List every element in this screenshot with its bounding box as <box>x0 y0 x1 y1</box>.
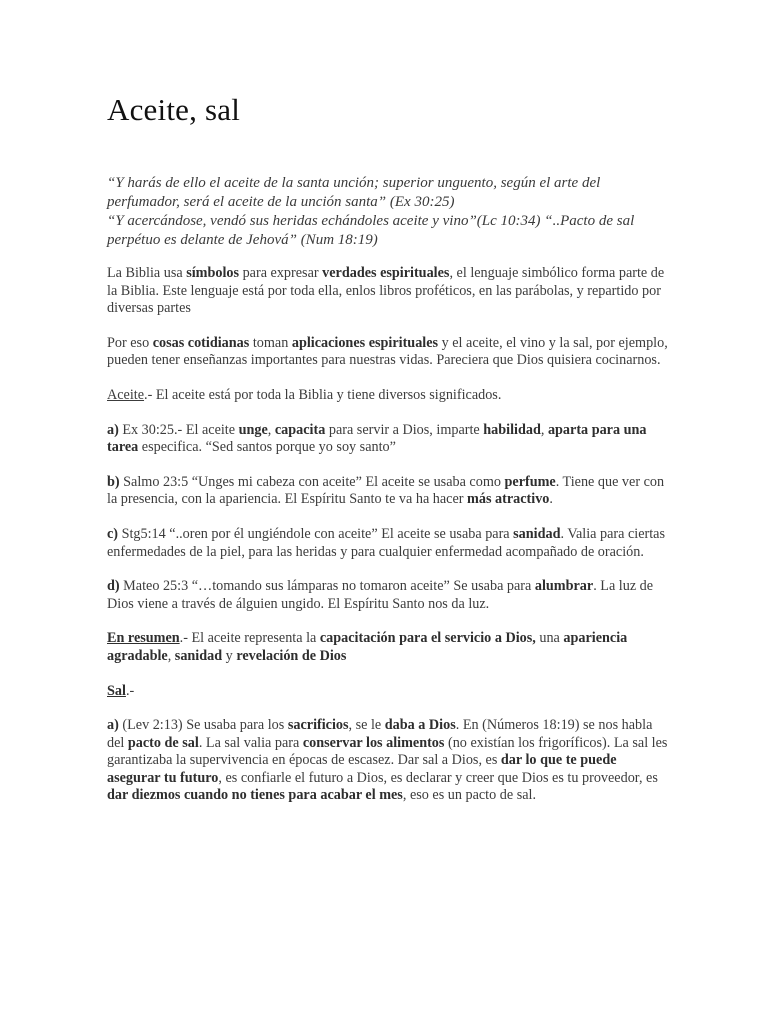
quote-line-1: “Y harás de ello el aceite de la santa unción; superior unguento, según el arte del perfumador, será el aceite de la unción santa” (Ex 30:25) <box>107 175 601 210</box>
underlined-text: En resumen <box>107 630 180 647</box>
bold-text: símbolos <box>186 265 240 281</box>
point-a-sal <box>107 717 668 805</box>
text: , <box>267 421 275 438</box>
point-b-aceite <box>107 474 668 509</box>
epigraph-quote <box>107 174 668 250</box>
paragraph-cosas-cotidianas <box>107 335 668 370</box>
bold-text: sacrificios <box>287 717 349 734</box>
sal-heading <box>107 683 668 701</box>
quote-line-2: “Y acercándose, vendó sus heridas echándoles aceite y vino”(Lc 10:34) “..Pacto de sal perpétuo es delante de Jehová” (Num 18:19) <box>107 213 635 248</box>
bold-text: aplicaciones espirituales <box>291 334 439 351</box>
section-heading-aceite: Aceite <box>107 386 145 403</box>
bold-text: aparta para una tarea <box>107 421 647 456</box>
bold-text: capacitación para el servicio a Dios, <box>319 630 536 647</box>
bold-text: unge <box>238 421 268 438</box>
list-marker: a) <box>107 717 119 734</box>
bold-text: pacto de sal <box>127 734 199 751</box>
text: , es confiarle el futuro a Dios, es declarar y creer que Dios es tu proveedor, es <box>218 769 658 786</box>
text: La Biblia usa <box>107 265 187 281</box>
list-marker: a) <box>107 421 119 438</box>
text: toman <box>249 334 292 351</box>
bold-text: más atractivo <box>467 491 550 508</box>
bold-text: revelación de Dios <box>236 647 347 664</box>
text: , <box>167 647 175 664</box>
text: Stg5:14 “..oren por él ungiéndole con aceite” El aceite se usaba para <box>118 525 514 542</box>
text: . Valia para ciertas enfermedades de la piel, para las heridas y para cualquier enfermedad acompañado de oración. <box>107 525 665 560</box>
text: , <box>540 421 548 438</box>
text: para expresar <box>239 265 323 281</box>
paragraph-simbolos <box>107 265 668 318</box>
text: y <box>222 647 237 664</box>
bold-text: apariencia agradable <box>107 630 628 664</box>
point-d-aceite <box>107 578 668 613</box>
text: . La sal valia para <box>198 734 303 751</box>
aceite-intro <box>107 387 668 405</box>
text: . En (Números 18:19) se nos habla del <box>107 717 653 751</box>
text: Por eso <box>107 334 153 351</box>
text: (no existían los frigoríficos). La sal les garantizaba la supervivencia en épocas de escasez. Dar sal a Dios, es <box>107 734 668 769</box>
bold-text: alumbrar <box>534 578 594 595</box>
bold-text: daba a Dios <box>384 717 456 734</box>
text: . La luz de Dios viene a través de álguien ungido. El Espíritu Santo nos da luz. <box>107 578 654 612</box>
point-a-aceite <box>107 422 668 457</box>
bold-text: perfume <box>504 473 556 490</box>
bold-text: conservar los alimentos <box>302 734 445 751</box>
text: Ex 30:25.- El aceite <box>118 421 239 438</box>
text: especifica. “Sed santos porque yo soy santo” <box>138 439 396 456</box>
summary-heading <box>107 630 180 646</box>
text: .- <box>125 682 135 699</box>
text: (Lev 2:13) Se usaba para los <box>118 717 288 734</box>
text: , se le <box>348 717 385 734</box>
section-heading-sal <box>107 683 126 699</box>
text: , eso es un pacto de sal. <box>402 787 537 804</box>
text: .- El aceite representa la <box>179 630 320 647</box>
bold-text: sanidad <box>174 647 223 664</box>
underlined-text: Sal <box>107 682 126 699</box>
bold-text: dar diezmos cuando no tienes para acabar el mes <box>107 787 403 804</box>
summary-paragraph <box>107 630 668 665</box>
bold-text: habilidad <box>483 421 541 438</box>
bold-text: capacita <box>274 421 326 438</box>
text: una <box>535 630 564 647</box>
page-title: Aceite, sal <box>107 92 241 127</box>
list-marker: b) <box>107 473 120 490</box>
text: Salmo 23:5 “Unges mi cabeza con aceite” El aceite se usaba como <box>119 473 505 490</box>
text: . <box>549 491 553 508</box>
text: y el aceite, el vino y la sal, por ejemplo, pueden tener enseñanzas importantes para nuestras vidas. Pareciera que Dios quisiera cocinarnos. <box>107 334 668 369</box>
bold-text: verdades espirituales <box>322 265 450 281</box>
bold-text: dar lo que te puede asegurar tu futuro <box>107 752 617 786</box>
text: .- El aceite está por toda la Biblia y tiene diversos significados. <box>144 386 502 403</box>
point-c-aceite <box>107 526 668 561</box>
bold-text: sanidad <box>513 525 561 542</box>
text: para servir a Dios, imparte <box>325 421 484 438</box>
bold-text: cosas cotidianas <box>152 334 250 351</box>
text: , el lenguaje simbólico forma parte de la Biblia. Este lenguaje está por toda ella, enlos libros proféticos, en las parábolas, y repartido por diversas partes <box>107 265 665 317</box>
text: . Tiene que ver con la presencia, con la apariencia. El Espíritu Santo te va ha hacer <box>107 473 665 508</box>
text: Mateo 25:3 “…tomando sus lámparas no tomaron aceite” Se usaba para <box>119 578 535 595</box>
list-marker: c) <box>107 525 119 542</box>
list-marker: d) <box>107 578 120 595</box>
